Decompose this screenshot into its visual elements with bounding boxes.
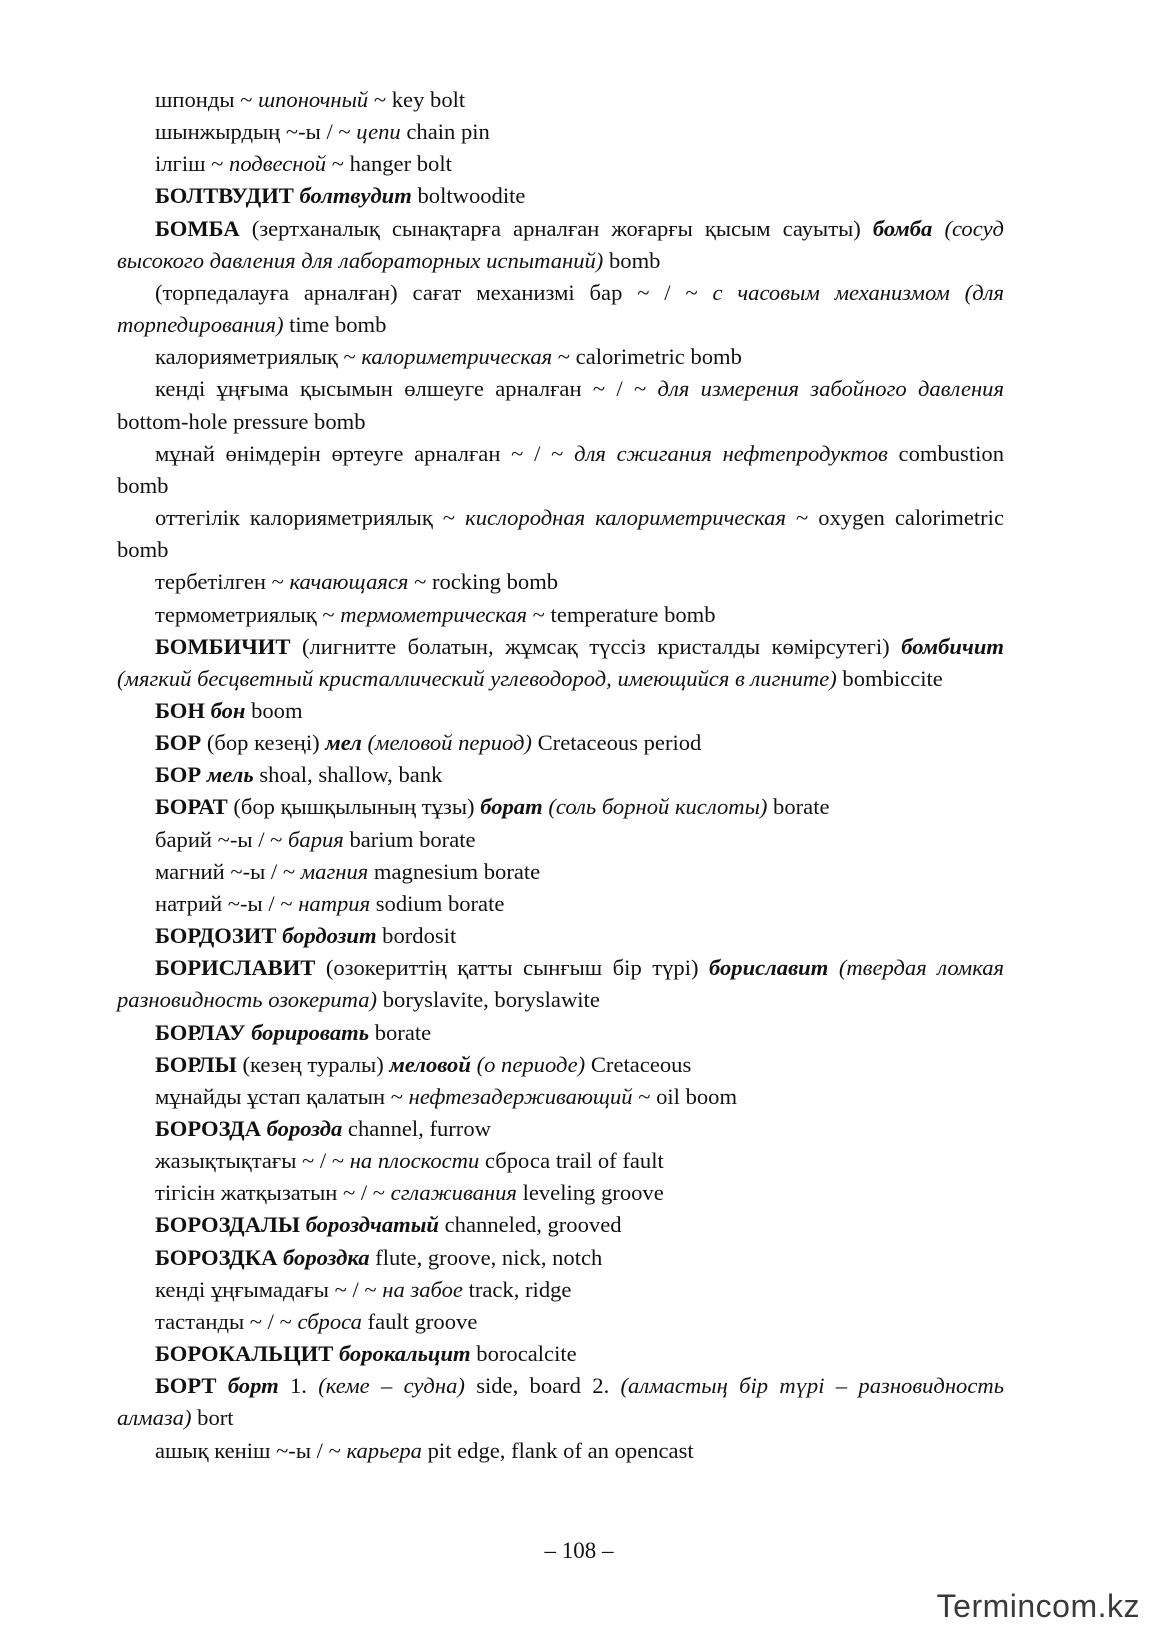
entry-text xyxy=(828,955,839,980)
entry-text: Cretaceous xyxy=(585,1051,692,1077)
entry-text: сброса trail of fault xyxy=(479,1148,664,1174)
entry-text: ілгіш ~ xyxy=(155,151,230,177)
dictionary-entry xyxy=(117,373,1004,437)
entry-text: термометриялық ~ xyxy=(155,601,341,627)
dictionary-entry xyxy=(117,1049,1004,1081)
dictionary-entry xyxy=(117,1209,1004,1241)
entry-text: ~ oxygen calorimetric bomb xyxy=(117,505,1004,563)
entry-text: (зертханалық сынақтарға арналған жоғарғы қысым сауыты) xyxy=(239,215,873,241)
russian-headword: бордозит xyxy=(282,923,377,949)
russian-term: на плоскости xyxy=(349,1148,480,1174)
dictionary-entry xyxy=(117,1306,1004,1338)
russian-term: нефтезадерживающий xyxy=(408,1083,633,1109)
dictionary-entry xyxy=(117,1435,1004,1467)
russian-headword: мел xyxy=(325,730,362,756)
entry-text: ~ oil boom xyxy=(632,1083,738,1109)
entry-text: time bomb xyxy=(283,312,387,338)
headword: БОРДОЗИТ xyxy=(155,923,277,949)
russian-headword: меловой xyxy=(389,1051,471,1077)
entry-text: leveling groove xyxy=(516,1180,664,1206)
entry-text: оттегілік калорияметриялық ~ xyxy=(155,505,466,531)
russian-term: сброса xyxy=(297,1308,362,1334)
entry-text: boom xyxy=(245,697,303,723)
entry-text: side, board 2. xyxy=(464,1373,621,1399)
russian-term: натрия xyxy=(298,890,371,916)
russian-term: кислородная калориметрическая xyxy=(465,505,786,531)
entry-text: ~ temperature bomb xyxy=(527,601,716,627)
russian-term: с часовым механизмом (для торпедирования) xyxy=(117,279,1004,338)
entry-text: chain pin xyxy=(400,119,490,145)
russian-term: (сосуд высокого давления для лабораторных испытаний) xyxy=(117,215,1004,273)
headword: БОРИСЛАВИТ xyxy=(155,955,316,981)
russian-term: (твердая ломкая разновидность озокерита) xyxy=(117,955,1004,1013)
headword: БОРОЗДА xyxy=(155,1116,262,1141)
dictionary-entry xyxy=(117,727,1004,759)
russian-term: на забое xyxy=(382,1276,463,1302)
russian-headword: бороздка xyxy=(283,1244,370,1270)
entry-text: тербетілген ~ xyxy=(155,569,290,595)
russian-term: (меловой период) xyxy=(367,730,532,756)
russian-headword: мель xyxy=(206,762,254,788)
russian-term: калориметрическая xyxy=(361,344,553,370)
dictionary-entry xyxy=(117,791,1004,823)
dictionary-entry xyxy=(117,1242,1004,1274)
dictionary-entry xyxy=(117,824,1004,856)
entry-text: тастанды ~ / ~ xyxy=(155,1308,298,1334)
entry-text: мұнайды ұстап қалатын ~ xyxy=(155,1083,409,1109)
russian-headword: бон xyxy=(210,697,246,723)
entry-text: sodium borate xyxy=(370,890,505,916)
dictionary-entry xyxy=(117,888,1004,920)
entry-text: magnesium borate xyxy=(368,858,541,884)
russian-term: цепи xyxy=(356,119,401,145)
entry-text: borocalcite xyxy=(470,1341,577,1367)
entry-text: borate xyxy=(767,794,830,820)
russian-term: бария xyxy=(288,826,344,852)
dictionary-entry xyxy=(117,277,1004,341)
entry-text: flute, groove, nick, notch xyxy=(369,1244,603,1270)
dictionary-entry xyxy=(117,920,1004,952)
entry-text: (торпедалауға арналған) сағат механизмі бар ~ / ~ xyxy=(155,279,713,305)
russian-headword: бориславит xyxy=(709,955,829,981)
entry-text: ~ rocking bomb xyxy=(408,569,559,595)
entry-text: барий ~-ы / ~ xyxy=(155,826,289,852)
entry-text: натрий ~-ы / ~ xyxy=(155,890,299,916)
entry-text: borate xyxy=(369,1019,432,1045)
entry-text: ~ key bolt xyxy=(368,87,466,112)
russian-term: карьера xyxy=(346,1437,422,1463)
dictionary-entry xyxy=(117,856,1004,888)
russian-headword: борозда xyxy=(266,1116,343,1141)
russian-headword: болтвудит xyxy=(299,183,412,209)
entry-text xyxy=(217,1373,228,1398)
russian-headword: борт xyxy=(227,1373,279,1399)
dictionary-entry xyxy=(117,1338,1004,1370)
entry-text: (бор кезеңі) xyxy=(201,730,326,756)
entry-text: boryslavite, boryslawite xyxy=(377,987,600,1013)
page-number: – 108 – xyxy=(544,1538,614,1563)
entry-text: bordosit xyxy=(376,923,457,949)
entry-text: channel, furrow xyxy=(342,1116,491,1141)
dictionary-entry xyxy=(117,341,1004,373)
russian-term: термометрическая xyxy=(340,601,528,627)
dictionary-entry xyxy=(117,759,1004,791)
russian-term: подвесной xyxy=(229,151,327,177)
entry-text: ~ hanger bolt xyxy=(326,151,452,177)
headword: БОРЛАУ xyxy=(155,1019,246,1045)
entry-text: жазықтықтағы ~ / ~ xyxy=(155,1148,350,1174)
dictionary-entry xyxy=(117,1145,1004,1177)
entry-text: ашық кеніш ~-ы / ~ xyxy=(155,1437,347,1463)
russian-term: (мягкий бесцветный кристаллический углеводород, имеющийся в лигните) xyxy=(117,665,837,691)
dictionary-entry xyxy=(117,148,1004,180)
dictionary-entry xyxy=(117,1081,1004,1113)
entry-text: кенді ұңғымадағы ~ / ~ xyxy=(155,1276,383,1302)
russian-term: магния xyxy=(300,858,369,884)
entry-text: channeled, grooved xyxy=(438,1212,622,1238)
dictionary-entry xyxy=(117,599,1004,631)
headword: БОРТ xyxy=(155,1373,217,1399)
dictionary-entry xyxy=(117,1017,1004,1049)
dictionary-entry xyxy=(117,566,1004,598)
headword: БОН xyxy=(155,697,205,723)
entry-text: Cretaceous period xyxy=(531,730,702,756)
entry-text: pit edge, flank of an opencast xyxy=(421,1437,694,1463)
entry-text: мұнай өнімдерін өртеуге арналған ~ / ~ xyxy=(155,440,575,466)
russian-term: шпоночный xyxy=(258,87,369,112)
russian-term: (соль борной кислоты) xyxy=(548,794,768,820)
entry-text: тігісін жатқызатын ~ / ~ xyxy=(155,1180,391,1206)
dictionary-entry xyxy=(117,1113,1004,1145)
entry-text: bort xyxy=(191,1405,234,1431)
site-watermark: Termincom.kz xyxy=(936,1588,1140,1624)
entry-text: barium borate xyxy=(343,826,476,852)
russian-headword: бомбичит xyxy=(901,633,1004,659)
entry-text: (лигнитте болатын, жұмсақ түссіз кристалды көмірсутегі) xyxy=(290,633,902,659)
dictionary-entry xyxy=(117,502,1004,566)
entry-text: (озокериттің қатты сынғыш бір түрі) xyxy=(315,955,710,981)
dictionary-entry xyxy=(117,180,1004,212)
entry-text: bomb xyxy=(603,247,661,273)
entry-text: shoal, shallow, bank xyxy=(253,762,443,788)
headword: БОЛТВУДИТ xyxy=(155,183,294,209)
entry-text: bombiccite xyxy=(836,665,943,691)
russian-headword: борокальцит xyxy=(338,1341,471,1367)
russian-headword: бомба xyxy=(872,215,933,241)
headword: БОРОЗДАЛЫ xyxy=(155,1212,301,1238)
russian-headword: борат xyxy=(480,794,543,820)
entry-text: шпонды ~ xyxy=(155,87,259,112)
dictionary-entry xyxy=(117,213,1004,277)
entry-text xyxy=(932,216,944,241)
russian-term: для сжигания нефтепродуктов xyxy=(574,440,888,466)
dictionary-entry xyxy=(117,84,1004,116)
headword: БОРЛЫ xyxy=(155,1051,237,1077)
headword: БОМБА xyxy=(155,215,240,241)
russian-term: (кеме – судна) xyxy=(318,1373,465,1399)
dictionary-entry xyxy=(117,952,1004,1016)
headword: БОМБИЧИТ xyxy=(155,633,291,659)
entry-text: track, ridge xyxy=(462,1276,572,1302)
entry-text: ~ calorimetric bomb xyxy=(552,344,742,370)
entry-text: магний ~-ы / ~ xyxy=(155,858,301,884)
dictionary-entry xyxy=(117,695,1004,727)
entry-text: combustion bomb xyxy=(117,440,1004,498)
dictionary-page xyxy=(117,84,1004,1467)
dictionary-entry xyxy=(117,1274,1004,1306)
entry-text: (кезең туралы) xyxy=(236,1051,390,1077)
entry-text: шынжырдың ~-ы / ~ xyxy=(155,119,357,145)
russian-term: (о периоде) xyxy=(476,1051,586,1077)
entry-text: кенді ұңғыма қысымын өлшеуге арналған ~ / ~ xyxy=(155,376,658,402)
russian-term: сглаживания xyxy=(390,1180,517,1206)
entry-text: fault groove xyxy=(361,1308,478,1334)
dictionary-entry xyxy=(117,1177,1004,1209)
entry-text: 1. xyxy=(278,1373,319,1399)
russian-headword: борировать xyxy=(251,1019,370,1045)
entry-text: boltwoodite xyxy=(411,183,526,209)
headword: БОРОКАЛЬЦИТ xyxy=(155,1341,334,1367)
dictionary-entry xyxy=(117,116,1004,148)
headword: БОР xyxy=(155,730,202,756)
dictionary-entry xyxy=(117,631,1004,695)
entry-text: калорияметриялық ~ xyxy=(155,344,362,370)
headword: БОР xyxy=(155,762,202,788)
dictionary-entry xyxy=(117,438,1004,502)
headword: БОРАТ xyxy=(155,794,228,820)
dictionary-entry xyxy=(117,1370,1004,1434)
russian-term: для измерения забойного давления xyxy=(657,376,1004,402)
russian-term: (алмастың бір түрі – разновидность алмаза) xyxy=(117,1373,1004,1431)
entry-text: bottom-hole pressure bomb xyxy=(117,408,366,434)
entry-text: (бор қышқылының тұзы) xyxy=(227,794,481,820)
russian-headword: бороздчатый xyxy=(305,1212,439,1238)
headword: БОРОЗДКА xyxy=(155,1244,278,1270)
russian-term: качающаяся xyxy=(289,569,409,595)
